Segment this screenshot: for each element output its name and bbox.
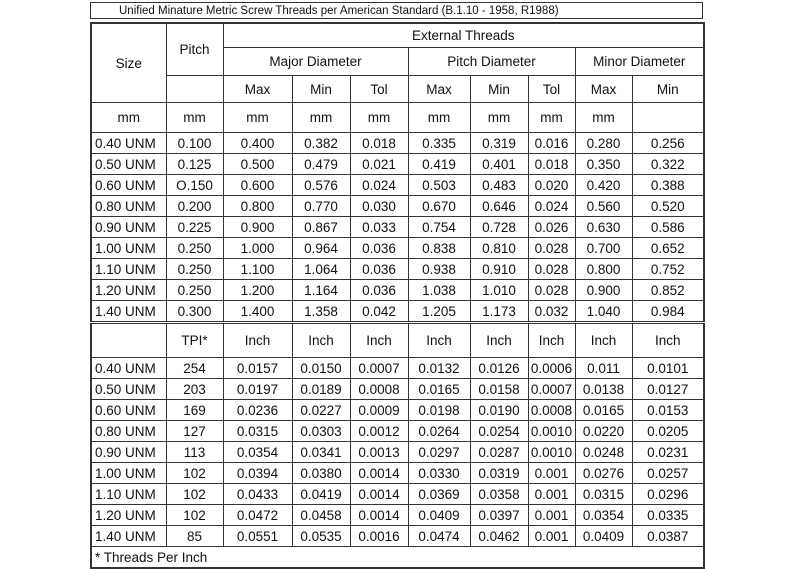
value-cell: 0.752: [632, 259, 704, 280]
value-cell: 0.0330: [408, 463, 470, 484]
value-cell: 1.358: [292, 301, 350, 323]
size-cell: 0.80 UNM: [91, 421, 166, 442]
unit-cell: Inch: [223, 323, 292, 358]
value-cell: 0.770: [292, 196, 350, 217]
value-cell: 0.0419: [292, 484, 350, 505]
value-cell: 0.0474: [408, 526, 470, 547]
size-cell: 0.50 UNM: [91, 379, 166, 400]
value-cell: 0.024: [528, 196, 575, 217]
unit-cell: Inch: [575, 323, 632, 358]
table-row: [91, 217, 704, 238]
value-cell: 0.652: [632, 238, 704, 259]
value-cell: 0.016: [528, 133, 575, 154]
value-cell: 0.0197: [223, 379, 292, 400]
value-cell: 0.0287: [470, 442, 528, 463]
value-cell: 0.256: [632, 133, 704, 154]
footnote-row: [91, 547, 704, 569]
value-cell: 0.001: [528, 526, 575, 547]
value-cell: 0.0358: [470, 484, 528, 505]
value-cell: 0.700: [575, 238, 632, 259]
header-minor-max: Max: [575, 76, 632, 103]
value-cell: 1.205: [408, 301, 470, 323]
value-cell: 1.200: [223, 280, 292, 301]
value-cell: 0.576: [292, 175, 350, 196]
value-cell: 0.520: [632, 196, 704, 217]
value-cell: 0.0014: [350, 463, 408, 484]
value-cell: 0.900: [575, 280, 632, 301]
value-cell: 1.400: [223, 301, 292, 323]
value-cell: 0.036: [350, 238, 408, 259]
units-blank-cell: [91, 323, 166, 358]
value-cell: 0.0394: [223, 463, 292, 484]
value-cell: 0.0248: [575, 442, 632, 463]
size-cell: 1.40 UNM: [91, 526, 166, 547]
value-cell: 0.0009: [350, 400, 408, 421]
unit-cell: mm: [166, 103, 223, 133]
value-cell: 0.0220: [575, 421, 632, 442]
table-row: [91, 280, 704, 301]
value-cell: 113: [166, 442, 223, 463]
unit-cell: Inch: [528, 323, 575, 358]
value-cell: 0.0190: [470, 400, 528, 421]
value-cell: 0.250: [166, 280, 223, 301]
size-cell: 0.50 UNM: [91, 154, 166, 175]
table-row: [91, 421, 704, 442]
header-major-max: Max: [223, 76, 292, 103]
value-cell: 0.0007: [528, 379, 575, 400]
value-cell: 0.033: [350, 217, 408, 238]
value-cell: 0.0008: [528, 400, 575, 421]
units-row-inch: [91, 323, 704, 358]
table-row: [91, 196, 704, 217]
header-size: Size: [91, 23, 166, 103]
value-cell: 0.0012: [350, 421, 408, 442]
size-cell: 0.60 UNM: [91, 400, 166, 421]
value-cell: 0.938: [408, 259, 470, 280]
value-cell: 0.350: [575, 154, 632, 175]
value-cell: 0.036: [350, 259, 408, 280]
size-cell: 1.00 UNM: [91, 238, 166, 259]
value-cell: 0.0236: [223, 400, 292, 421]
value-cell: 0.0198: [408, 400, 470, 421]
value-cell: 254: [166, 358, 223, 379]
value-cell: 0.042: [350, 301, 408, 323]
size-cell: 1.20 UNM: [91, 280, 166, 301]
value-cell: 1.100: [223, 259, 292, 280]
size-cell: 1.00 UNM: [91, 463, 166, 484]
value-cell: 0.011: [575, 358, 632, 379]
value-cell: 0.026: [528, 217, 575, 238]
value-cell: 102: [166, 505, 223, 526]
value-cell: 1.064: [292, 259, 350, 280]
value-cell: 0.001: [528, 463, 575, 484]
table-row: [91, 505, 704, 526]
value-cell: 0.028: [528, 280, 575, 301]
value-cell: 0.280: [575, 133, 632, 154]
value-cell: 0.0264: [408, 421, 470, 442]
value-cell: 0.300: [166, 301, 223, 323]
value-cell: 0.600: [223, 175, 292, 196]
value-cell: 0.0369: [408, 484, 470, 505]
value-cell: 0.388: [632, 175, 704, 196]
value-cell: 0.0157: [223, 358, 292, 379]
value-cell: 0.024: [350, 175, 408, 196]
value-cell: 0.0409: [408, 505, 470, 526]
header-major-diameter: Major Diameter: [223, 48, 408, 76]
size-cell: 0.60 UNM: [91, 175, 166, 196]
value-cell: 1.164: [292, 280, 350, 301]
unit-cell: mm: [223, 103, 292, 133]
value-cell: 0.0014: [350, 505, 408, 526]
screw-thread-table: [90, 22, 705, 569]
value-cell: 0.0014: [350, 484, 408, 505]
header-major-min: Min: [292, 76, 350, 103]
size-cell: 0.90 UNM: [91, 217, 166, 238]
table-row: [91, 259, 704, 280]
value-cell: 0.250: [166, 238, 223, 259]
value-cell: 0.754: [408, 217, 470, 238]
value-cell: 0.028: [528, 259, 575, 280]
value-cell: 169: [166, 400, 223, 421]
value-cell: 0.0303: [292, 421, 350, 442]
table-title: Unified Minature Metric Screw Threads per American Standard (B.1.10 - 1958, R1988): [90, 2, 703, 19]
value-cell: O.150: [166, 175, 223, 196]
unit-cell: Inch: [632, 323, 704, 358]
value-cell: 102: [166, 484, 223, 505]
value-cell: 0.420: [575, 175, 632, 196]
value-cell: 1.173: [470, 301, 528, 323]
table-row: [91, 358, 704, 379]
table-row: [91, 484, 704, 505]
value-cell: 0.0006: [528, 358, 575, 379]
value-cell: 0.225: [166, 217, 223, 238]
value-cell: 0.382: [292, 133, 350, 154]
value-cell: 0.020: [528, 175, 575, 196]
unit-cell: mm: [528, 103, 575, 133]
value-cell: 0.900: [223, 217, 292, 238]
value-cell: 0.800: [575, 259, 632, 280]
value-cell: 0.479: [292, 154, 350, 175]
header-external-threads: External Threads: [223, 23, 704, 48]
value-cell: 0.0138: [575, 379, 632, 400]
value-cell: 0.838: [408, 238, 470, 259]
unit-cell: mm: [91, 103, 166, 133]
value-cell: 0.0535: [292, 526, 350, 547]
footnote: * Threads Per Inch: [91, 547, 704, 569]
value-cell: 0.0433: [223, 484, 292, 505]
table-row: [91, 442, 704, 463]
value-cell: 0.483: [470, 175, 528, 196]
header-pitch-diameter: Pitch Diameter: [408, 48, 575, 76]
value-cell: 0.500: [223, 154, 292, 175]
value-cell: 0.0335: [632, 505, 704, 526]
value-cell: 0.0315: [575, 484, 632, 505]
units-row-mm: [91, 103, 704, 133]
value-cell: 0.0354: [575, 505, 632, 526]
value-cell: 1.010: [470, 280, 528, 301]
value-cell: 0.0126: [470, 358, 528, 379]
value-cell: 0.0132: [408, 358, 470, 379]
value-cell: 0.0007: [350, 358, 408, 379]
value-cell: 0.0101: [632, 358, 704, 379]
header-pitch-blank: [166, 76, 223, 103]
value-cell: 0.0319: [470, 463, 528, 484]
value-cell: 0.728: [470, 217, 528, 238]
value-cell: 0.670: [408, 196, 470, 217]
header-pitch-tol: Tol: [528, 76, 575, 103]
value-cell: 0.0008: [350, 379, 408, 400]
value-cell: 0.032: [528, 301, 575, 323]
size-cell: 0.40 UNM: [91, 133, 166, 154]
value-cell: 0.0254: [470, 421, 528, 442]
value-cell: 0.0189: [292, 379, 350, 400]
value-cell: 0.0409: [575, 526, 632, 547]
size-cell: 0.40 UNM: [91, 358, 166, 379]
value-cell: 127: [166, 421, 223, 442]
value-cell: 0.0165: [408, 379, 470, 400]
value-cell: 0.0387: [632, 526, 704, 547]
value-cell: 0.0380: [292, 463, 350, 484]
value-cell: 0.560: [575, 196, 632, 217]
value-cell: 0.0227: [292, 400, 350, 421]
value-cell: 0.810: [470, 238, 528, 259]
size-cell: 1.10 UNM: [91, 259, 166, 280]
value-cell: 0.0205: [632, 421, 704, 442]
value-cell: 0.910: [470, 259, 528, 280]
value-cell: 0.335: [408, 133, 470, 154]
value-cell: 0.630: [575, 217, 632, 238]
value-cell: 0.018: [528, 154, 575, 175]
value-cell: 0.0354: [223, 442, 292, 463]
header-pitch-min: Min: [470, 76, 528, 103]
value-cell: 0.0276: [575, 463, 632, 484]
value-cell: 1.000: [223, 238, 292, 259]
value-cell: 0.0153: [632, 400, 704, 421]
value-cell: 0.0150: [292, 358, 350, 379]
value-cell: 0.0297: [408, 442, 470, 463]
value-cell: 0.125: [166, 154, 223, 175]
value-cell: 0.100: [166, 133, 223, 154]
header-pitch-max: Max: [408, 76, 470, 103]
value-cell: 0.200: [166, 196, 223, 217]
value-cell: 0.0127: [632, 379, 704, 400]
value-cell: 0.0231: [632, 442, 704, 463]
header-pitch: Pitch: [166, 23, 223, 76]
value-cell: 0.852: [632, 280, 704, 301]
value-cell: 1.038: [408, 280, 470, 301]
value-cell: 0.503: [408, 175, 470, 196]
unit-cell: Inch: [470, 323, 528, 358]
table-row: [91, 175, 704, 196]
size-cell: 0.80 UNM: [91, 196, 166, 217]
value-cell: 102: [166, 463, 223, 484]
header-major-tol: Tol: [350, 76, 408, 103]
unit-cell: Inch: [408, 323, 470, 358]
value-cell: 0.0462: [470, 526, 528, 547]
value-cell: 0.001: [528, 505, 575, 526]
table-row: [91, 379, 704, 400]
value-cell: 0.021: [350, 154, 408, 175]
value-cell: 0.964: [292, 238, 350, 259]
value-cell: 85: [166, 526, 223, 547]
unit-cell: Inch: [350, 323, 408, 358]
table-row: [91, 463, 704, 484]
header-minor-min: Min: [632, 76, 704, 103]
value-cell: 0.401: [470, 154, 528, 175]
value-cell: 0.419: [408, 154, 470, 175]
table-row: [91, 400, 704, 421]
value-cell: 0.586: [632, 217, 704, 238]
value-cell: 0.0296: [632, 484, 704, 505]
value-cell: 0.0551: [223, 526, 292, 547]
unit-cell: mm: [470, 103, 528, 133]
table-row: [91, 526, 704, 547]
value-cell: 0.0013: [350, 442, 408, 463]
value-cell: 1.040: [575, 301, 632, 323]
table-row: [91, 238, 704, 259]
size-cell: 0.90 UNM: [91, 442, 166, 463]
unit-cell: mm: [350, 103, 408, 133]
value-cell: 0.001: [528, 484, 575, 505]
size-cell: 1.20 UNM: [91, 505, 166, 526]
value-cell: 0.400: [223, 133, 292, 154]
value-cell: 0.867: [292, 217, 350, 238]
table-row: [91, 133, 704, 154]
value-cell: 0.319: [470, 133, 528, 154]
value-cell: 0.030: [350, 196, 408, 217]
unit-cell: mm: [575, 103, 632, 133]
header-minor-diameter: Minor Diameter: [575, 48, 704, 76]
unit-cell: TPI*: [166, 323, 223, 358]
table-row: [91, 154, 704, 175]
value-cell: 0.0341: [292, 442, 350, 463]
value-cell: 0.0315: [223, 421, 292, 442]
value-cell: 0.036: [350, 280, 408, 301]
size-cell: 1.40 UNM: [91, 301, 166, 323]
value-cell: 0.800: [223, 196, 292, 217]
value-cell: 0.018: [350, 133, 408, 154]
value-cell: 0.984: [632, 301, 704, 323]
value-cell: 0.0472: [223, 505, 292, 526]
table-row: [91, 301, 704, 323]
value-cell: 203: [166, 379, 223, 400]
value-cell: 0.0257: [632, 463, 704, 484]
value-cell: 0.0010: [528, 421, 575, 442]
value-cell: 0.0165: [575, 400, 632, 421]
unit-cell: Inch: [292, 323, 350, 358]
size-cell: 1.10 UNM: [91, 484, 166, 505]
value-cell: 0.250: [166, 259, 223, 280]
unit-cell: mm: [292, 103, 350, 133]
value-cell: 0.646: [470, 196, 528, 217]
value-cell: 0.0397: [470, 505, 528, 526]
value-cell: 0.0158: [470, 379, 528, 400]
value-cell: 0.0010: [528, 442, 575, 463]
unit-cell: mm: [408, 103, 470, 133]
value-cell: 0.028: [528, 238, 575, 259]
value-cell: 0.0016: [350, 526, 408, 547]
value-cell: 0.0458: [292, 505, 350, 526]
value-cell: 0.322: [632, 154, 704, 175]
